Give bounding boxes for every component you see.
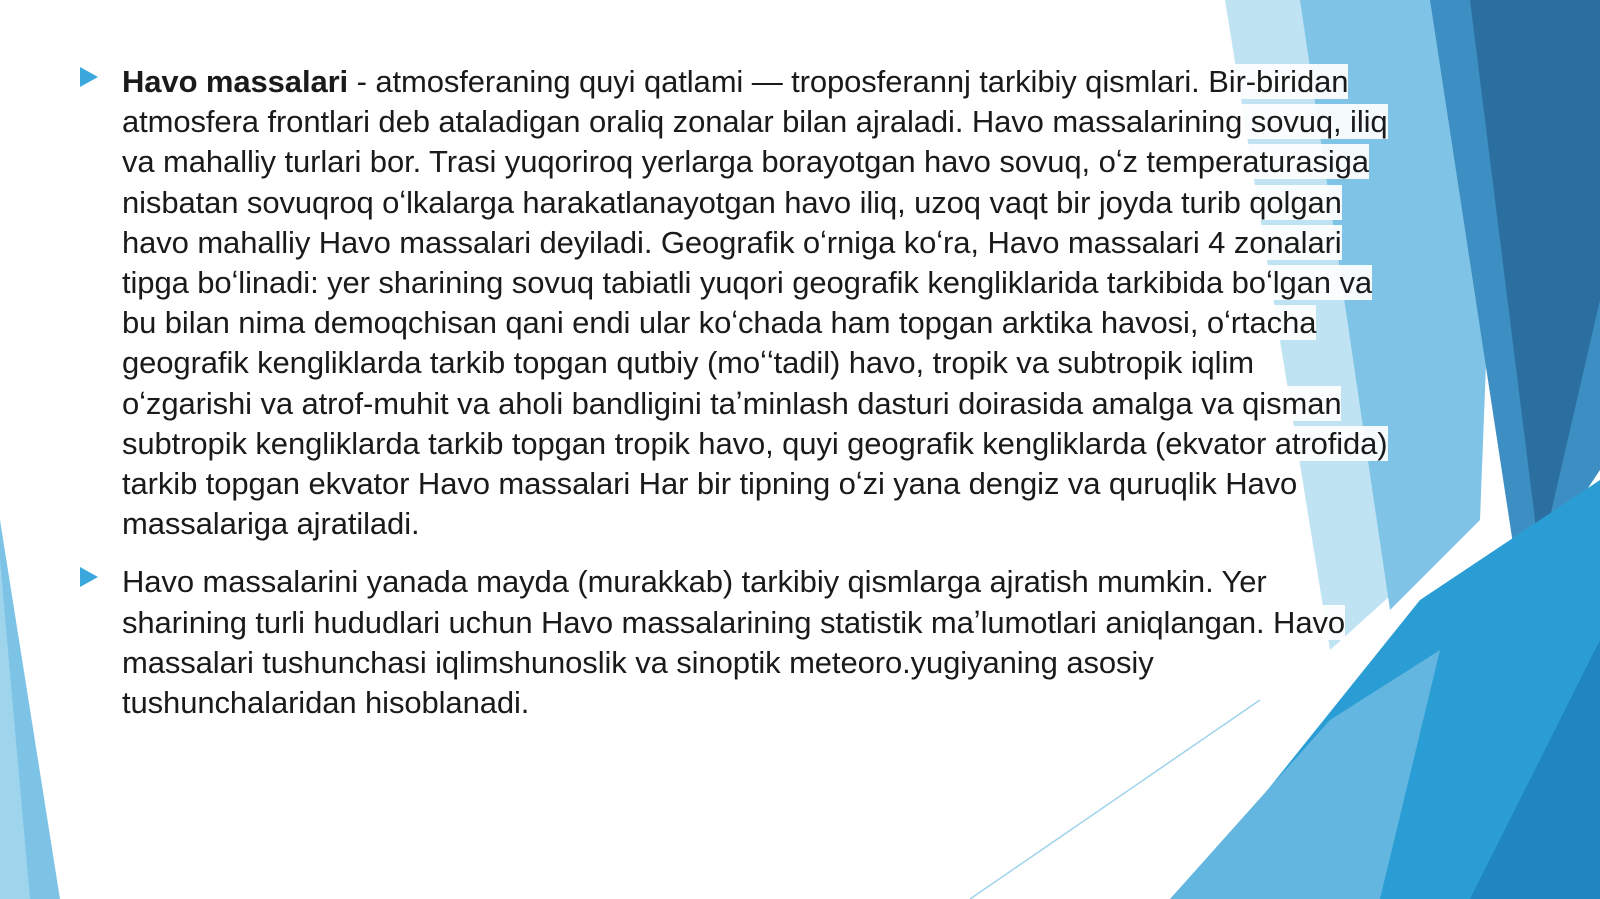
bullet-body-1: - atmosferaning quyi qatlami — troposferannj tarkibiy qismlari. Bir-biridan atmosfera frontlari deb ataladigan oraliq zonalar bilan ajraladi. Havo massalarining sovuq, iliq va mahalliy turlari bor. Trasi yuqoriroq yerlarga borayotgan havo sovuq, oʻz temperaturasiga nisbatan sovuqroq oʻlkalarga harakatlanayotgan havo iliq, uzoq vaqt bir joyda turib qolgan havo mahalliy Havo massalari deyiladi. Geografik oʻrniga koʻra, Havo massalari 4 zonalari tipga boʻlinadi: yer sharining sovuq tabiatli yuqori geografik kengliklarida tarkibida boʻlgan va bu bilan nima demoqchisan qani endi ular koʻchada ham topgan arktika havosi, oʻrtacha geografik kengliklarda tarkib topgan qutbiy (moʻʻtadil) havo, tropik va subtropik iqlim oʻzgarishi va atrof-muhit va aholi bandligini taʼminlash dasturi doirasida amalga va qisman subtropik kengliklarda tarkib topgan tropik havo, quyi geografik kengliklarda (ekvator atrofida) tarkib topgan ekvator Havo massalari Har bir tipning oʻzi yana dengiz va quruqlik Havo massalariga ajratiladi.: [122, 64, 1388, 542]
bullet-item-2: [78, 562, 1388, 723]
bullet-text-2: [122, 562, 1388, 723]
bullet-body-2: Havo massalarini yanada mayda (murakkab) tarkibiy qismlarga ajratish mumkin. Yer sharining turli hududlari uchun Havo massalarining statistik maʼlumotlari aniqlangan. Havo massalari tushunchasi iqlimshunoslik va sinoptik meteoro.yugiyaning asosiy tushunchalaridan hisoblanadi.: [122, 564, 1346, 721]
triangle-right-icon: [78, 66, 100, 88]
bullet-bold-term: Havo massalari: [122, 64, 349, 99]
bullet-item-1: [78, 62, 1388, 544]
bullet-text-1: [122, 62, 1388, 544]
triangle-right-icon: [78, 566, 100, 588]
slide-content: [78, 62, 1388, 741]
